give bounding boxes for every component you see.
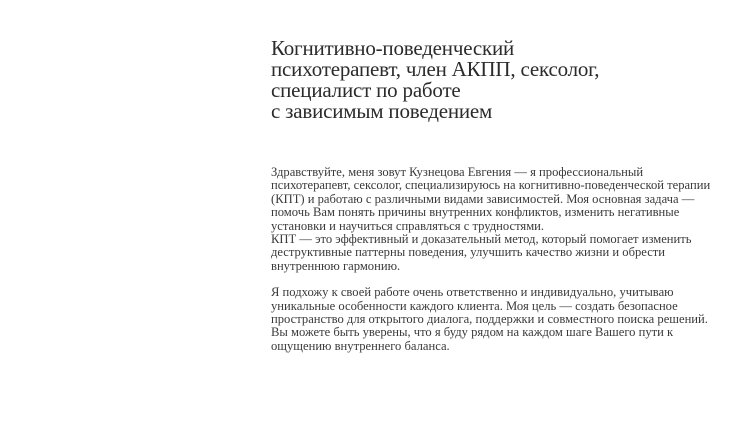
title-line: специалист по работе	[271, 78, 461, 102]
about-paragraph-1	[271, 166, 741, 273]
title-line: Когнитивно-поведенческий	[271, 36, 515, 60]
text-line: Я подхожу к своей работе очень ответственно и индивидуально, учитываю	[271, 285, 674, 300]
text-line: внутреннюю гармонию.	[271, 258, 401, 273]
text-line: пространство для открытого диалога, поддержки и совместного поиска решений.	[271, 312, 708, 327]
page-title	[271, 38, 711, 122]
title-line: с зависимым поведением	[271, 99, 493, 123]
about-paragraph-2	[271, 286, 741, 353]
text-line: помочь Вам понять причины внутренних конфликтов, изменить негативные	[271, 205, 680, 220]
text-line: Здравствуйте, меня зовут Кузнецова Евгения — я профессиональный	[271, 165, 644, 179]
text-line: КПТ — это эффективный и доказательный метод, который помогает изменить	[271, 232, 692, 247]
text-line: психотерапевт, сексолог, специализируюсь на когнитивно-поведенческой терапии	[271, 178, 711, 193]
text-line: Вы можете быть уверены, что я буду рядом на каждом шаге Вашего пути к	[271, 325, 674, 340]
text-line: уникальные особенности каждого клиента. Моя цель — создать безопасное	[271, 298, 678, 313]
about-text	[271, 166, 741, 353]
text-line: ощущению внутреннего баланса.	[271, 338, 450, 353]
text-line: установки и научиться справляться с трудностями.	[271, 218, 545, 233]
text-line: деструктивные паттерны поведения, улучшить качество жизни и обрести	[271, 245, 666, 260]
text-line: (КПТ) и работаю с различными видами зависимостей. Моя основная задача —	[271, 191, 695, 206]
title-line: психотерапевт, член АКПП, сексолог,	[271, 57, 600, 81]
